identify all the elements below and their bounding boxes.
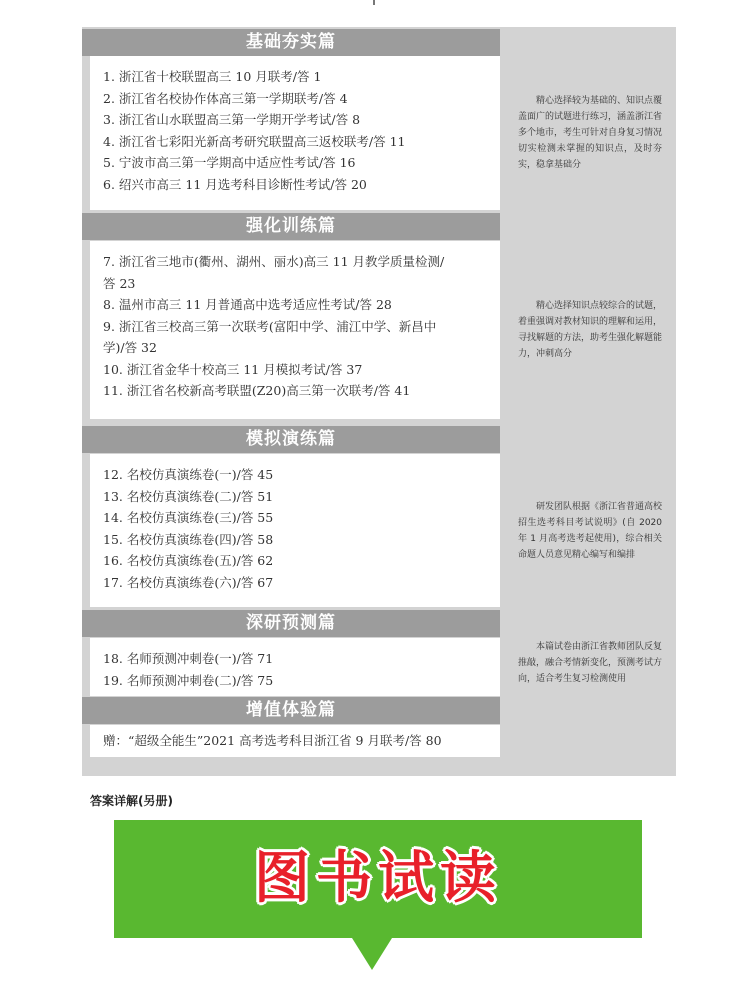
- section-title-simulation: 模拟演练篇: [82, 426, 500, 453]
- list-item[interactable]: 8. 温州市高三 11 月普通高中选考适应性考试/答 28: [103, 297, 392, 312]
- section-note-simulation: 研发团队根据《浙江省普通高校招生选考科目考试说明》(自 2020 年 1 月高考选考起使用)，综合相关命题人员意见精心编写和编排: [518, 501, 663, 560]
- list-item[interactable]: 7. 浙江省三地市(衢州、湖州、丽水)高三 11 月教学质量检测/答 23: [103, 254, 445, 291]
- section-list-simulation: [90, 454, 500, 607]
- list-item[interactable]: 5. 宁波市高三第一学期高中适应性考试/答 16: [103, 155, 356, 170]
- section-title-bonus: 增值体验篇: [82, 697, 500, 724]
- section-list-intensive: [90, 241, 500, 419]
- list-item[interactable]: 10. 浙江省金华十校高三 11 月模拟考试/答 37: [103, 361, 363, 377]
- list-item[interactable]: 赠：“超级全能生”2021 高考选考科目浙江省 9 月联考/答 80: [103, 733, 442, 748]
- list-item[interactable]: 18. 名师预测冲刺卷(一)/答 71: [103, 651, 274, 666]
- section-note-basic: 精心选择较为基础的、知识点覆盖面广的试题进行练习，涵盖浙江省多个地市，考生可针对自身复习情况切实检测未掌握的知识点，及时夯实，稳拿基础分: [518, 96, 663, 170]
- section-list-bonus: [90, 725, 500, 757]
- list-item[interactable]: 12. 名校仿真演练卷(一)/答 45: [103, 467, 274, 482]
- list-item[interactable]: 19. 名师预测冲刺卷(二)/答 75: [103, 672, 274, 688]
- section-list-basic: [90, 56, 500, 210]
- list-item[interactable]: 3. 浙江省山水联盟高三第一学期开学考试/答 8: [103, 112, 361, 127]
- list-item[interactable]: 14. 名校仿真演练卷(三)/答 55: [103, 510, 274, 525]
- list-item[interactable]: 11. 浙江省名校新高考联盟(Z20)高三第一次联考/答 41: [103, 383, 411, 398]
- section-title-intensive: 强化训练篇: [82, 213, 500, 240]
- section-title-forecast: 深研预测篇: [82, 610, 500, 637]
- top-mark: [373, 0, 375, 5]
- list-item[interactable]: 9. 浙江省三校高三第一次联考(富阳中学、浦江中学、新昌中学)/答 32: [103, 318, 437, 355]
- section-note-forecast: 本篇试卷由浙江省教师团队反复推敲，融合考情新变化，预测考试方向，适合考生复习检测使用: [518, 642, 663, 684]
- trial-banner-text: 图书试读: [254, 846, 502, 911]
- list-item[interactable]: 17. 名校仿真演练卷(六)/答 67: [103, 574, 274, 590]
- section-title-basic: 基础夯实篇: [82, 29, 500, 56]
- list-item[interactable]: 15. 名校仿真演练卷(四)/答 58: [103, 531, 274, 547]
- list-item[interactable]: 4. 浙江省七彩阳光新高考研究联盟高三返校联考/答 11: [103, 133, 406, 149]
- list-item[interactable]: 13. 名校仿真演练卷(二)/答 51: [103, 488, 274, 504]
- list-item[interactable]: 16. 名校仿真演练卷(五)/答 62: [103, 553, 274, 568]
- list-item[interactable]: 1. 浙江省十校联盟高三 10 月联考/答 1: [103, 69, 322, 84]
- section-note-intensive: 精心选择知识点较综合的试题，着重强调对教材知识的理解和运用，寻找解题的方法，助考生强化解题能力，冲刺高分: [518, 301, 663, 359]
- list-item[interactable]: 2. 浙江省名校协作体高三第一学期联考/答 4: [103, 90, 348, 106]
- answers-note: 答案详解(另册): [90, 794, 173, 808]
- list-item[interactable]: 6. 绍兴市高三 11 月选考科目诊断性考试/答 20: [103, 176, 367, 192]
- section-list-forecast: [90, 638, 500, 696]
